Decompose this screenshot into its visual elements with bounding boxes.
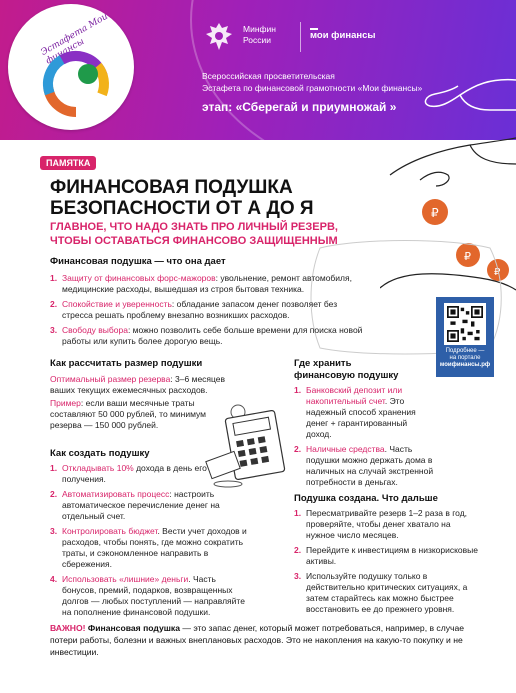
eagle-emblem-icon bbox=[202, 20, 236, 54]
list-item-text: Спокойствие и уверенность: обладание запасом денег позволяет без стресса решать проблему внезапно возникших расходов. bbox=[62, 299, 338, 320]
list-item-number: 1. bbox=[294, 508, 302, 518]
section-benefits-heading: Финансовая подушка — что она дает bbox=[50, 256, 226, 267]
section-create-heading: Как создать подушку bbox=[50, 448, 150, 459]
list-item-number: 1. bbox=[50, 463, 58, 473]
section-storage-heading: Где хранить финансовую подушку bbox=[294, 358, 399, 381]
list-item bbox=[294, 385, 434, 440]
create-steps-list bbox=[50, 463, 250, 622]
qr-panel[interactable] bbox=[436, 297, 494, 377]
qr-caption: Подробнее — на портале моифинансы.рф bbox=[439, 348, 491, 368]
svg-text:₽: ₽ bbox=[431, 206, 439, 220]
list-item bbox=[50, 325, 370, 347]
ministry-name: Минфин России bbox=[243, 24, 276, 45]
section-next-heading: Подушка создана. Что дальше bbox=[294, 493, 438, 504]
list-item bbox=[294, 444, 434, 488]
list-item-text: Откладывать 10% дохода в день его получения. bbox=[62, 463, 207, 484]
page-title: ФИНАНСОВАЯ ПОДУШКА БЕЗОПАСНОСТИ ОТ А ДО Я bbox=[50, 177, 314, 219]
memo-badge: ПАМЯТКА bbox=[40, 156, 96, 170]
list-item bbox=[294, 545, 479, 567]
list-item bbox=[294, 571, 479, 615]
storage-list bbox=[294, 385, 434, 492]
list-item bbox=[294, 508, 479, 541]
mf-brand-logo: мои финансы bbox=[310, 30, 376, 41]
next-steps-list bbox=[294, 508, 479, 619]
list-item-text: Пересматривайте резерв 1–2 раза в год, проверяйте, чтобы денег хватало на нужное число месяцев. bbox=[306, 508, 468, 540]
relay-logo-text: Эстафета Мои финансы bbox=[39, 11, 110, 67]
relay-title-line1: Всероссийская просветительская bbox=[202, 71, 335, 81]
list-item-number: 3. bbox=[50, 325, 58, 335]
list-item-text: Свободу выбора: можно позволить себе больше времени для поиска новой работы или купить более дорогую вещь. bbox=[62, 325, 363, 346]
page-subtitle: ГЛАВНОЕ, ЧТО НАДО ЗНАТЬ ПРО ЛИЧНЫЙ РЕЗЕРВ, ЧТОБЫ ОСТАВАТЬСЯ ФИНАНСОВО ЗАЩИЩЕННЫМ bbox=[50, 221, 338, 247]
important-note: ВАЖНО! Финансовая подушка — это запас денег, который может потребоваться, например, в случае потери работы, болезни и важных внеплановых расходов. Это не накопления на какую-то покупку и не инвестиции. bbox=[50, 623, 465, 657]
list-item-number: 3. bbox=[50, 526, 58, 536]
benefits-list bbox=[50, 273, 370, 351]
list-item-text: Автоматизировать процесс: настроить автоматическое перечисление денег на отдельный счет. bbox=[62, 489, 220, 521]
list-item bbox=[50, 489, 250, 522]
list-item-text: Защиту от финансовых форс-мажоров: увольнение, ремонт автомобиля, медицинские расходы, вышедшая из строя бытовая техника. bbox=[62, 273, 352, 294]
list-item-number: 4. bbox=[50, 574, 58, 584]
stage-title: этап: «Сберегай и приумножай » bbox=[202, 100, 397, 114]
relay-ring-icon bbox=[36, 44, 116, 124]
list-item bbox=[50, 463, 250, 485]
list-item-number: 2. bbox=[294, 444, 302, 454]
list-item bbox=[50, 526, 250, 570]
qr-code-icon[interactable] bbox=[444, 303, 486, 345]
list-item-text: Использовать «лишние» деньги. Часть бонусов, премий, подарков, возвращенных долгов — любых поступлений — направляйте на пополнение финансовой подушки. bbox=[62, 574, 245, 617]
list-item-number: 2. bbox=[50, 489, 58, 499]
list-item bbox=[50, 574, 250, 618]
list-item-text: Контролировать бюджет. Вести учет доходов и расходов, чтобы понять, где можно сократить траты, и сэкономленное направить в сбережения. bbox=[62, 526, 247, 569]
relay-title-line2: Эстафета по финансовой грамотности «Мои финансы» bbox=[202, 83, 423, 93]
list-item-number: 2. bbox=[50, 299, 58, 309]
list-item-number: 1. bbox=[50, 273, 58, 283]
list-item-text: Перейдите к инвестициям в низкорисковые активы. bbox=[306, 545, 478, 566]
relay-logo bbox=[8, 4, 134, 130]
list-item-number: 2. bbox=[294, 545, 302, 555]
list-item bbox=[50, 273, 370, 295]
svg-text:₽: ₽ bbox=[464, 250, 471, 263]
section-size-heading: Как рассчитать размер подушки bbox=[50, 358, 203, 369]
list-item-text: Банковский депозит или накопительный счет. Это надежный способ хранения денег + гарантированный доход. bbox=[306, 385, 416, 439]
list-item-text: Наличные средства. Часть подушки можно держать дома в наличных на случай экстренной потребности в деньгах. bbox=[306, 444, 434, 487]
list-item-number: 3. bbox=[294, 571, 302, 581]
header-separator bbox=[300, 22, 301, 52]
list-item-text: Используйте подушку только в действительно критических ситуациях, а затем старайтесь как можно быстрее восстановить ее до прежнего уровня. bbox=[306, 571, 468, 614]
list-item-number: 1. bbox=[294, 385, 302, 395]
size-optimal-text: Оптимальный размер резерва: 3–6 месяцев ваших текущих ежемесячных расходов. bbox=[50, 374, 226, 395]
list-item bbox=[50, 299, 370, 321]
size-example-text: Пример: если ваши месячные траты составляют 50 000 рублей, то минимум резерва — 150 000 рублей. bbox=[50, 398, 207, 430]
svg-text:₽: ₽ bbox=[494, 267, 501, 278]
